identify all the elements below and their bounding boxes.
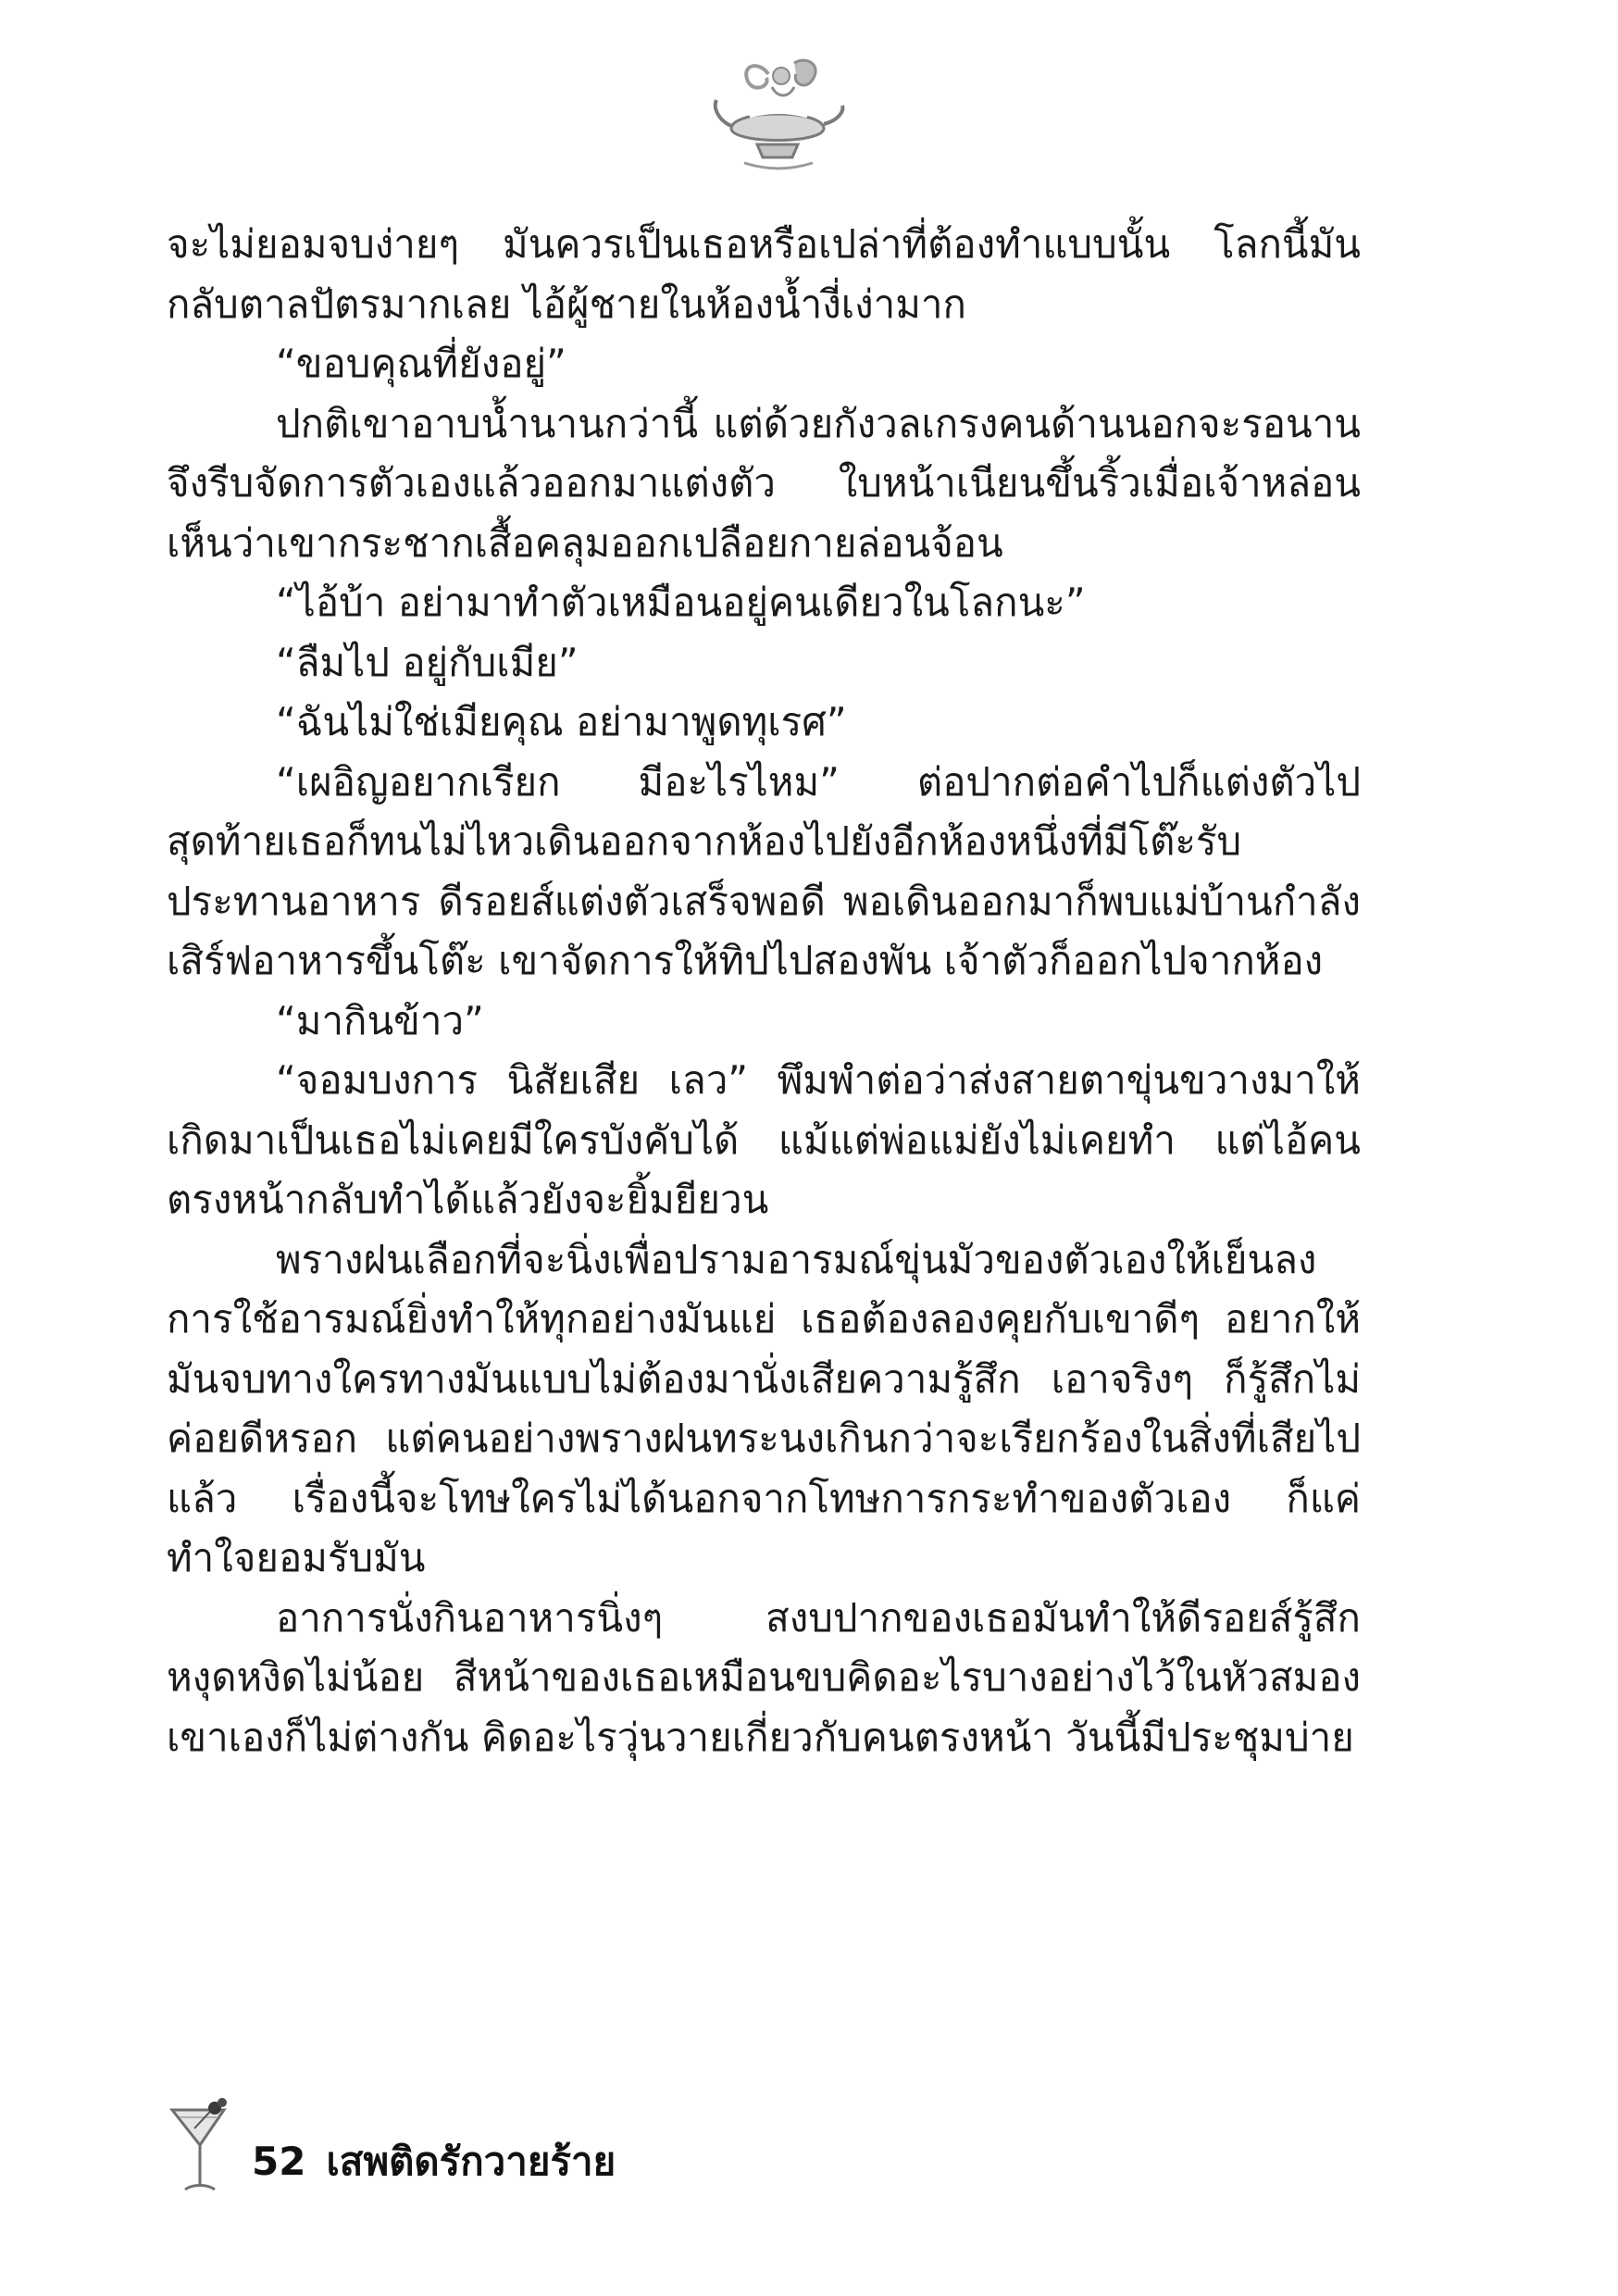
martini-glass-icon [167, 2097, 241, 2199]
paragraph: อาการนั่งกินอาหารนิ่งๆ สงบปากของเธอมันทำให้ดีรอยส์รู้สึกหงุดหงิดไม่น้อย สีหน้าของเธอเหมือนขบคิดอะไรบางอย่างไว้ในหัวสมอง เขาเองก็ไม่ต่างกัน คิดอะไรวุ่นวายเกี่ยวกับคนตรงหน้า วันนี้มีประชุมบ่าย [167, 1594, 1361, 1760]
paragraph: ปกติเขาอาบน้ำนานกว่านี้ แต่ด้วยกังวลเกรงคนด้านนอกจะรอนาน จึงรีบจัดการตัวเองแล้วออกมาแต่งตัว ใบหน้าเนียนขึ้นริ้วเมื่อเจ้าหล่อนเห็นว่าเขากระชากเสื้อคลุมออกเปลือยกายล่อนจ้อน [167, 400, 1361, 566]
paragraph: พรางฝนเลือกที่จะนิ่งเพื่อปรามอารมณ์ขุ่นมัวของตัวเองให้เย็นลง การใช้อารมณ์ยิ่งทำให้ทุกอย่างมันแย่ เธอต้องลองคุยกับเขาดีๆ อยากให้มันจบทางใครทางมันแบบไม่ต้องมานั่งเสียความรู้สึก เอาจริงๆ ก็รู้สึกไม่ค่อยดีหรอก แต่คนอย่างพรางฝนทระนงเกินกว่าจะเรียกร้องในสิ่งที่เสียไปแล้ว เรื่องนี้จะโทษใครไม่ได้นอกจากโทษการกระทำของตัวเอง ก็แค่ทำใจยอมรับมัน [167, 1236, 1361, 1580]
footer-text [252, 2136, 616, 2188]
paragraph: “เผอิญอยากเรียก มีอะไรไหม” ต่อปากต่อคำไปก็แต่งตัวไป สุดท้ายเธอก็ทนไม่ไหวเดินออกจากห้องไปยังอีกห้องหนึ่งที่มีโต๊ะรับประทานอาหาร ดีรอยส์แต่งตัวเสร็จพอดี พอเดินออกมาก็พบแม่บ้านกำลังเสิร์ฟอาหารขึ้นโต๊ะ เขาจัดการให้ทิปไปสองพัน เจ้าตัวก็ออกไปจากห้อง [167, 758, 1361, 983]
paragraph: “จอมบงการ นิสัยเสีย เลว” พึมพำต่อว่าส่งสายตาขุ่นขวางมาให้ เกิดมาเป็นเธอไม่เคยมีใครบังคับได้ แม้แต่พ่อแม่ยังไม่เคยทำ แต่ไอ้คนตรงหน้ากลับทำได้แล้วยังจะยิ้มยียวน [167, 1057, 1361, 1222]
cupid-teapot-ornament-icon [703, 56, 852, 176]
book-title: เสพติดรักวายร้าย [326, 2139, 616, 2184]
paragraph: จะไม่ยอมจบง่ายๆ มันควรเป็นเธอหรือเปล่าที่ต้องทำแบบนั้น โลกนี้มันกลับตาลปัตรมากเลย ไอ้ผู้ชายในห้องน้ำงี่เง่ามาก [167, 221, 1361, 327]
paragraph: “ลืมไป อยู่กับเมีย” [276, 639, 579, 685]
paragraph: “มากินข้าว” [276, 997, 484, 1043]
body-text [167, 215, 1361, 1767]
paragraph: “ขอบคุณที่ยังอยู่” [276, 341, 566, 386]
page-number: 52 [252, 2139, 306, 2184]
page-footer [167, 2097, 1000, 2199]
paragraph: “ฉันไม่ใช่เมียคุณ อย่ามาพูดทุเรศ” [276, 699, 847, 744]
paragraph: “ไอ้บ้า อย่ามาทำตัวเหมือนอยู่คนเดียวในโลกนะ” [276, 580, 1086, 625]
